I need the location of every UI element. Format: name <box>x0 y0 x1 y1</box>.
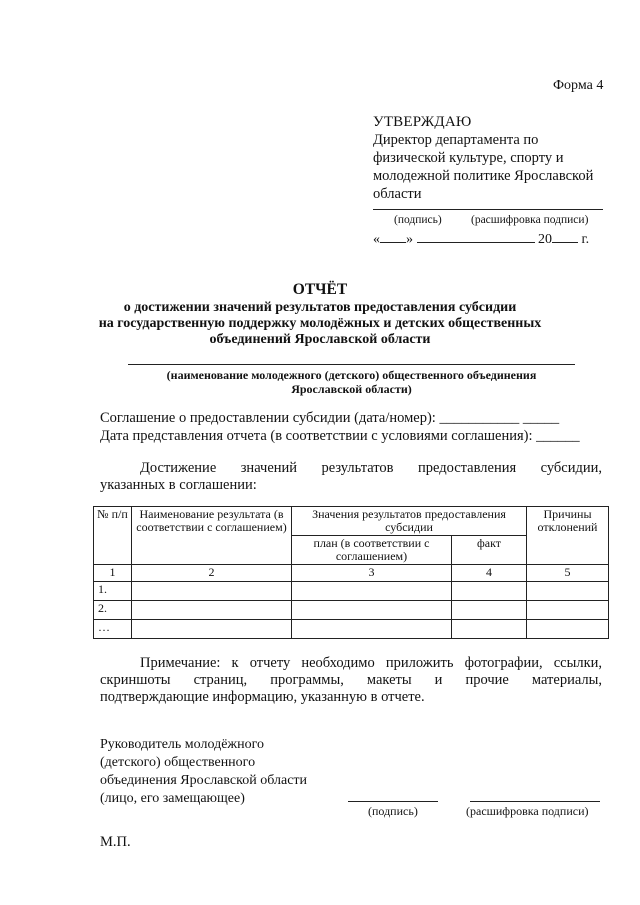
column-number: 1 <box>94 565 132 582</box>
column-number: 5 <box>527 565 609 582</box>
column-number: 3 <box>292 565 452 582</box>
report-subtitle-line: о достижении значений результатов предоставления субсидии <box>123 300 517 315</box>
approval-position-line: области <box>373 186 422 202</box>
table-cell[interactable] <box>132 582 292 601</box>
row-number: … <box>94 620 132 639</box>
signatory-line: (детского) общественного <box>100 755 256 770</box>
date-day-blank <box>380 230 406 243</box>
organization-caption-line: Ярославской области) <box>291 382 412 396</box>
note-line: скриншоты страниц, программы, макеты и прочие материалы, <box>100 672 602 688</box>
approval-signature-caption: (подпись) <box>394 214 442 226</box>
table-cell[interactable] <box>132 620 292 639</box>
bottom-decoding-line <box>470 801 600 802</box>
submission-date-line: Дата представления отчета (в соответствии с условиями соглашения): ______ <box>100 428 580 444</box>
header-values-group: Значения результатов предоставления субсидии <box>292 507 527 536</box>
table-row <box>94 582 609 601</box>
report-subtitle <box>90 300 550 348</box>
approval-signature-line <box>373 209 603 210</box>
row-number: 2. <box>94 601 132 620</box>
note-line: Примечание: к отчету необходимо приложить фотографии, ссылки, <box>140 655 602 671</box>
date-year-blank <box>552 230 578 243</box>
achievement-paragraph <box>100 460 602 494</box>
report-title: ОТЧЁТ <box>292 281 348 298</box>
approval-date <box>373 230 589 248</box>
approval-block <box>373 113 613 203</box>
table-cell[interactable] <box>292 620 452 639</box>
header-num: № п/п <box>94 507 132 565</box>
table-cell[interactable] <box>527 620 609 639</box>
table-cell[interactable] <box>132 601 292 620</box>
table-cell[interactable] <box>452 601 527 620</box>
achievement-line: Достижение значений результатов предоставления субсидии, <box>140 460 602 476</box>
table-cell[interactable] <box>527 601 609 620</box>
report-subtitle-line: объединений Ярославской области <box>209 332 431 347</box>
table-cell[interactable] <box>452 620 527 639</box>
table-cell[interactable] <box>292 601 452 620</box>
approval-position-line: Директор департамента по <box>373 132 539 148</box>
bottom-signature-line <box>348 801 438 802</box>
organization-caption-line: (наименование молодежного (детского) общественного объединения <box>166 368 537 382</box>
signatory-line: объединения Ярославской области <box>100 773 308 788</box>
approval-title: УТВЕРЖДАЮ <box>373 114 472 130</box>
table-cell[interactable] <box>527 582 609 601</box>
table-row <box>94 601 609 620</box>
table-cell[interactable] <box>452 582 527 601</box>
signatory-line: Руководитель молодёжного <box>100 737 264 752</box>
bottom-decoding-caption: (расшифровка подписи) <box>466 804 589 818</box>
column-number: 2 <box>132 565 292 582</box>
approval-decoding-caption: (расшифровка подписи) <box>471 214 589 226</box>
table-cell[interactable] <box>292 582 452 601</box>
header-reasons: Причины отклонений <box>527 507 609 565</box>
approval-position-line: молодежной политике Ярославской <box>373 168 594 184</box>
header-result-name: Наименование результата (в соответствии с соглашением) <box>132 507 292 565</box>
column-number: 4 <box>452 565 527 582</box>
note-paragraph <box>100 655 602 706</box>
achievement-line: указанных в соглашении: <box>100 477 257 493</box>
agreement-line: Соглашение о предоставлении субсидии (дата/номер): ___________ _____ <box>100 410 560 426</box>
row-number: 1. <box>94 582 132 601</box>
date-year-prefix: 20 <box>538 232 552 247</box>
organization-name-caption <box>128 368 575 396</box>
results-table <box>93 506 609 639</box>
bottom-signature-caption: (подпись) <box>368 804 418 818</box>
date-close-quote: » <box>406 232 413 247</box>
organization-name-line <box>128 364 575 365</box>
signatory-line: (лицо, его замещающее) <box>100 791 245 806</box>
date-open-quote: « <box>373 232 380 247</box>
approval-position-line: физической культуре, спорту и <box>373 150 564 166</box>
signatory-block <box>100 736 360 808</box>
header-fact: факт <box>452 536 527 565</box>
stamp-place: М.П. <box>100 834 131 850</box>
report-subtitle-line: на государственную поддержку молодёжных и детских общественных <box>98 316 542 331</box>
date-month-blank <box>417 230 535 243</box>
date-year-suffix: г. <box>581 232 590 247</box>
table-row <box>94 620 609 639</box>
header-plan: план (в соответствии с соглашением) <box>292 536 452 565</box>
form-number: Форма 4 <box>553 78 604 93</box>
note-line: подтверждающие информацию, указанную в отчете. <box>100 689 425 705</box>
